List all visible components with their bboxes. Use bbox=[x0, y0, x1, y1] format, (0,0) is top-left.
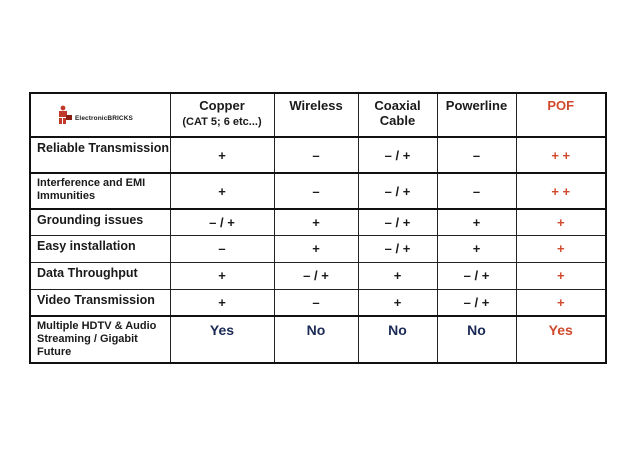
cell-pof: Yes bbox=[516, 316, 606, 363]
row-label: Easy installation bbox=[30, 235, 170, 262]
cell-wireless: – / + bbox=[274, 262, 358, 289]
cell-wireless: + bbox=[274, 235, 358, 262]
cell-powerline: No bbox=[437, 316, 516, 363]
cell-powerline: – bbox=[437, 173, 516, 209]
cell-wireless: – bbox=[274, 137, 358, 173]
row-label: Multiple HDTV & Audio Streaming / Gigabit Future bbox=[30, 316, 170, 363]
electronicbricks-logo bbox=[31, 105, 170, 125]
cell-wireless: + bbox=[274, 209, 358, 235]
table-row bbox=[30, 262, 606, 289]
cell-coaxial: + bbox=[358, 289, 437, 316]
logo-text: ElectronicBRICKS bbox=[75, 114, 133, 122]
col-title: Wireless bbox=[289, 98, 343, 113]
cell-wireless: – bbox=[274, 289, 358, 316]
header-row bbox=[30, 93, 606, 137]
cell-powerline: + bbox=[437, 235, 516, 262]
cell-coaxial: No bbox=[358, 316, 437, 363]
cell-pof: + + bbox=[516, 137, 606, 173]
col-header-coaxial bbox=[358, 93, 437, 137]
cell-wireless: No bbox=[274, 316, 358, 363]
cell-pof: + bbox=[516, 262, 606, 289]
logo-cell bbox=[30, 93, 170, 137]
col-title: Copper bbox=[199, 98, 245, 113]
col-title: Powerline bbox=[445, 98, 508, 113]
cell-copper: + bbox=[170, 173, 274, 209]
col-header-powerline bbox=[437, 93, 516, 137]
table-row bbox=[30, 235, 606, 262]
col-subtitle: (CAT 5; 6 etc...) bbox=[182, 116, 262, 128]
cell-pof: + + bbox=[516, 173, 606, 209]
cell-coaxial: + bbox=[358, 262, 437, 289]
row-label: Interference and EMI Immunities bbox=[30, 173, 170, 209]
table-row bbox=[30, 316, 606, 363]
col-header-wireless bbox=[274, 93, 358, 137]
comparison-table bbox=[29, 92, 607, 364]
cell-powerline: + bbox=[437, 209, 516, 235]
bricks-figure-icon bbox=[57, 105, 73, 125]
cell-copper: – / + bbox=[170, 209, 274, 235]
cell-copper: + bbox=[170, 262, 274, 289]
table-row bbox=[30, 173, 606, 209]
cell-coaxial: – / + bbox=[358, 173, 437, 209]
cell-pof: + bbox=[516, 235, 606, 262]
col-header-pof bbox=[516, 93, 606, 137]
row-label: Data Throughput bbox=[30, 262, 170, 289]
cell-pof: + bbox=[516, 209, 606, 235]
cell-copper: – bbox=[170, 235, 274, 262]
table-row bbox=[30, 209, 606, 235]
table-row bbox=[30, 137, 606, 173]
cell-copper: + bbox=[170, 137, 274, 173]
col-subtitle: Cable bbox=[379, 113, 416, 128]
col-header-copper bbox=[170, 93, 274, 137]
cell-coaxial: – / + bbox=[358, 209, 437, 235]
cell-copper: + bbox=[170, 289, 274, 316]
row-label: Reliable Transmission bbox=[30, 137, 170, 173]
row-label: Video Transmission bbox=[30, 289, 170, 316]
cell-powerline: – bbox=[437, 137, 516, 173]
cell-powerline: – / + bbox=[437, 289, 516, 316]
cell-pof: + bbox=[516, 289, 606, 316]
cell-copper: Yes bbox=[170, 316, 274, 363]
cell-coaxial: – / + bbox=[358, 235, 437, 262]
col-title: Coaxial bbox=[374, 98, 421, 113]
cell-coaxial: – / + bbox=[358, 137, 437, 173]
cell-wireless: – bbox=[274, 173, 358, 209]
row-label: Grounding issues bbox=[30, 209, 170, 235]
table-row bbox=[30, 289, 606, 316]
cell-powerline: – / + bbox=[437, 262, 516, 289]
col-title: POF bbox=[547, 98, 575, 113]
